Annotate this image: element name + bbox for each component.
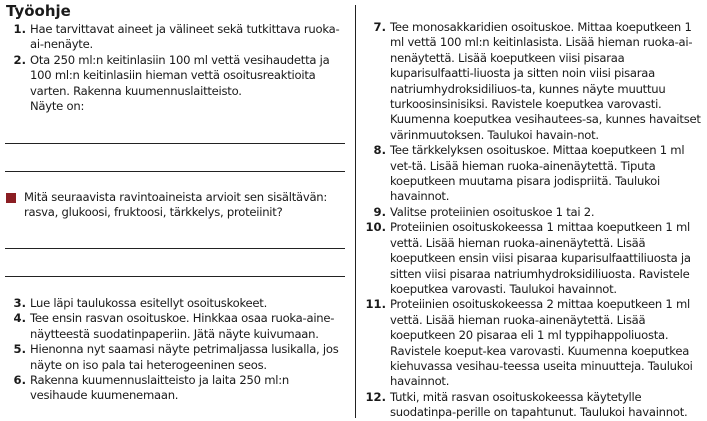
step-number: 12. bbox=[365, 389, 386, 404]
step-text: Lue läpi taulukossa esitellyt osoituskokeet. bbox=[30, 296, 268, 310]
step-number: 1. bbox=[13, 22, 26, 36]
answer-line-question-2[interactable] bbox=[5, 276, 345, 277]
step-item bbox=[364, 220, 704, 297]
step-number: 6. bbox=[13, 373, 26, 388]
step-text: Hae tarvittavat aineet ja välineet sekä tutkittava ruoka-ai-nenäyte. bbox=[30, 22, 340, 52]
step-number: 3. bbox=[13, 296, 26, 310]
step-item bbox=[4, 296, 344, 311]
step-item bbox=[364, 390, 704, 421]
step-number: 4. bbox=[13, 311, 26, 326]
step-item bbox=[364, 143, 704, 205]
step-number: 9. bbox=[373, 204, 386, 219]
step-number: 10. bbox=[365, 220, 386, 235]
question-block bbox=[6, 190, 362, 221]
worksheet-title: Työohje bbox=[6, 2, 71, 20]
step-text: Ota 250 ml:n keitinlasiin 100 ml vettä vesihaudetta ja 100 ml:n keitinlasiin hieman vettä osoitusreaktioita varten. Rakenna kuumennuslaitteisto. bbox=[30, 52, 330, 98]
step-item bbox=[364, 297, 704, 389]
answer-line-sample-2[interactable] bbox=[5, 171, 345, 172]
steps-list-right bbox=[364, 20, 704, 421]
steps-list-left-top bbox=[4, 22, 344, 114]
step-text: Hienonna nyt saamasi näyte petrimaljassa lusikalla, jos näyte on iso pala tai heterogeeninen seos. bbox=[30, 342, 339, 372]
step-text: Tee ensin rasvan osoituskoe. Hinkkaa osaa ruoka-aine-näytteestä suodatinpaperiin. Jätä näyte kuivumaan. bbox=[30, 311, 335, 341]
step-number: 11. bbox=[365, 297, 386, 312]
step-text: Proteiinien osoituskokeessa 2 mittaa koeputkeen 1 ml vettä. Lisää hieman ruoka-ainenäytettä. Lisää koeputkeen 20 pisaraa eli 1 ml typpihappoliuosta. Ravistele koeput-kea varovasti. Kuumenna koeputkea kiehuvassa vesihau-teessa useita minuutteja. Taulukoi havainnot. bbox=[390, 297, 693, 389]
step-item bbox=[4, 373, 344, 404]
step-item bbox=[4, 342, 344, 373]
step-text: Tutki, mitä rasvan osoituskokeessa käytetylle suodatinpa-perille on tapahtunut. Taulukoi havainnot. bbox=[390, 389, 688, 420]
column-divider bbox=[355, 5, 356, 418]
step-item bbox=[4, 53, 344, 115]
step-text: Tee monosakkaridien osoituskoe. Mittaa koeputkeen 1 ml vettä 100 ml:n keitinlasista. Lisää hieman ruoka-ai-nenäytettä. Lisää koeputkeen viisi pisaraa kuparisulfaatti-liuosta ja sitten noin viisi pisaraa natriumhydroksidiliuos-ta, kunnes näyte muuttuu turkoosinsinisiksi. Ravistele koeputkea varovasti. Kuumenna koeputkea vesihautees-sa, kunnes havaitset värinmuutoksen. Taulukoi havain-not. bbox=[390, 20, 701, 142]
square-bullet-icon bbox=[6, 193, 16, 203]
answer-line-sample-1[interactable] bbox=[5, 143, 345, 144]
step-item bbox=[364, 205, 704, 220]
step-number: 7. bbox=[373, 20, 386, 34]
step-text: Valitse proteiinien osoituskoe 1 tai 2. bbox=[390, 204, 595, 219]
question-text: Mitä seuraavista ravintoaineista arvioit sen sisältävän: rasva, glukoosi, fruktoosi, tärkkelys, proteiinit? bbox=[24, 190, 328, 220]
step-text: Proteiinien osoituskokeessa 1 mittaa koeputkeen 1 ml vettä. Lisää hieman ruoka-ainenäytettä. Lisää koeputkeen ensin viisi pisaraa kuparisulfaattiliuosta ja sitten viisi pisaraa natriumhydroksidiliuosta. Ravistele koeputkea varovasti. Taulukoi havainnot. bbox=[390, 220, 691, 296]
step-text: Rakenna kuumennuslaitteisto ja laita 250 ml:n vesihaude kuumenemaan. bbox=[30, 373, 289, 403]
step-item bbox=[4, 311, 344, 342]
step-text: Tee tärkkelyksen osoituskoe. Mittaa koeputkeen 1 ml vet-tä. Lisää hieman ruoka-ainenäytettä. Tiputa koeputkeen muutama pisara jodispriitä. Taulukoi havainnot. bbox=[390, 143, 685, 204]
steps-list-left-bottom bbox=[4, 296, 344, 404]
answer-line-question-1[interactable] bbox=[5, 248, 345, 249]
step-item bbox=[4, 22, 344, 53]
sample-label: Näyte on: bbox=[30, 99, 85, 114]
step-number: 2. bbox=[13, 52, 26, 67]
step-number: 8. bbox=[373, 143, 386, 158]
step-number: 5. bbox=[13, 342, 26, 357]
step-item bbox=[364, 20, 704, 143]
